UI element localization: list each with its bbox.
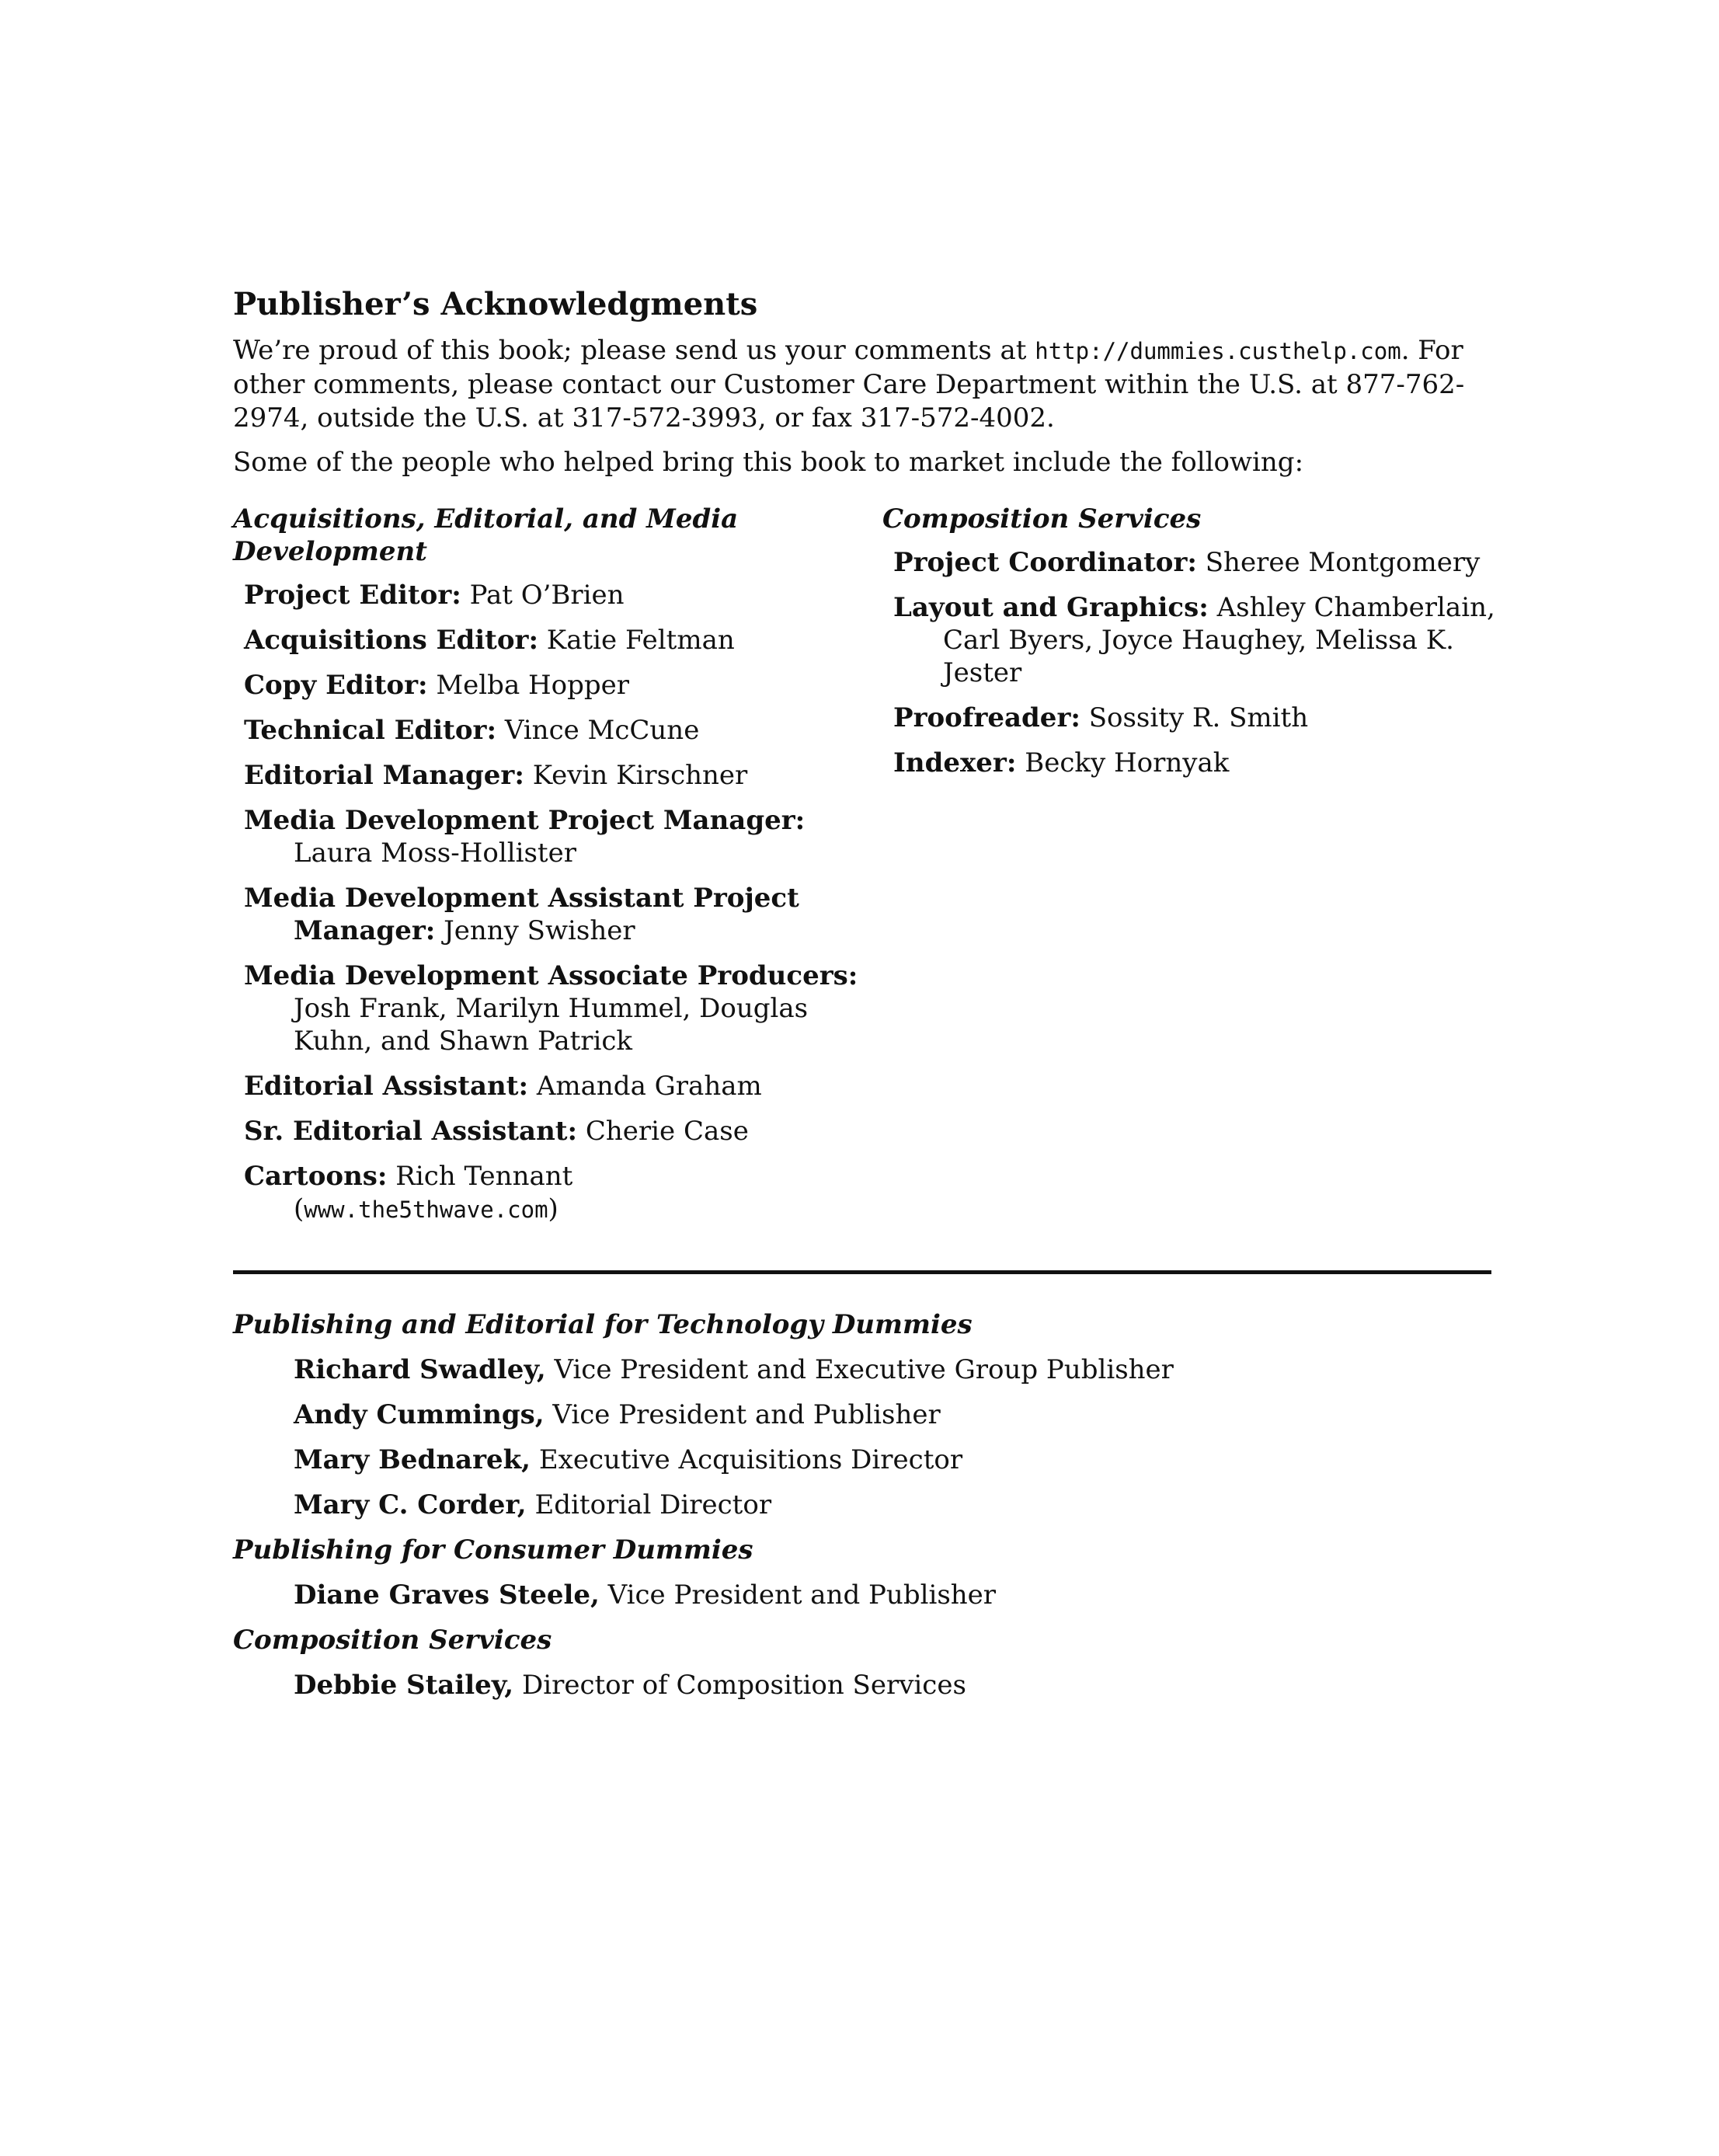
credit-role: Editorial Manager: (244, 760, 524, 791)
intro-text-start: We’re proud of this book; please send us your comments at (233, 335, 1035, 366)
credit-role: Project Coordinator: (893, 547, 1197, 578)
cartoon-site-link[interactable]: www.the5thwave.com (304, 1196, 548, 1223)
credit-name: Rich Tennant (387, 1161, 573, 1192)
person-title: Editorial Director (526, 1489, 772, 1520)
credit-role: Media Development Associate Producers: (244, 960, 858, 991)
person-name: Mary C. Corder, (294, 1489, 527, 1520)
credit-name: Amanda Graham (528, 1071, 762, 1102)
credit-role: Technical Editor: (244, 715, 497, 746)
person-name: Andy Cummings, (294, 1399, 545, 1430)
person-title: Vice President and Publisher (544, 1399, 941, 1430)
publisher-entry (294, 1398, 1491, 1431)
credit-name: Ashley Chamberlain, Carl Byers, Joyce Haughey, Melissa K. Jester (943, 592, 1495, 688)
publishing-credits (233, 1308, 1491, 1714)
person-title: Director of Composition Services (513, 1670, 966, 1701)
credit-name: Sheree Montgomery (1196, 547, 1481, 578)
credit-entry (244, 1115, 870, 1148)
credit-entry (244, 759, 870, 792)
credit-entry (893, 546, 1496, 579)
cartoon-url-open: ( (294, 1193, 304, 1224)
acquisitions-heading: Acquisitions, Editorial, and Media Development (233, 503, 739, 567)
credit-role: Layout and Graphics: (893, 592, 1209, 623)
intro-text-end: . For other comments, please contact our Customer Care Department within the U.S. at 877-762-2974, outside the U.S. at 317-572-3993, or fax 317-572-4002. (233, 335, 1465, 434)
credits-columns (233, 503, 1495, 1241)
credit-name: Becky Hornyak (1016, 747, 1230, 778)
credit-entry (244, 1070, 870, 1102)
credit-name: Pat O’Brien (461, 580, 625, 611)
left-credits-column (233, 503, 870, 1238)
credit-entry (893, 747, 1496, 779)
credit-entry (244, 579, 870, 611)
publisher-entry (294, 1444, 1491, 1476)
cartoon-url-close: ) (548, 1193, 559, 1224)
intro-paragraph (233, 334, 1491, 435)
credit-role: Indexer: (893, 747, 1017, 778)
publisher-entry (294, 1669, 1491, 1701)
person-name: Diane Graves Steele, (294, 1580, 600, 1611)
person-title: Vice President and Publisher (599, 1580, 997, 1611)
credit-entry (244, 624, 870, 657)
consumer-publishing-heading: Publishing for Consumer Dummies (233, 1534, 753, 1566)
person-title: Vice President and Executive Group Publisher (545, 1354, 1174, 1385)
credit-entry (244, 714, 870, 747)
comments-url-link[interactable]: http://dummies.custhelp.com (1035, 338, 1401, 364)
credit-role: Cartoons: (244, 1161, 388, 1192)
section-divider (233, 1270, 1491, 1274)
technology-publishing-heading: Publishing and Editorial for Technology Dummies (233, 1309, 973, 1340)
person-name: Mary Bednarek, (294, 1444, 531, 1475)
credit-role: Acquisitions Editor: (244, 625, 538, 656)
credit-entry (244, 960, 870, 1057)
publisher-entry (294, 1489, 1491, 1521)
credit-name: Laura Moss-Hollister (294, 838, 576, 869)
credit-entry (893, 702, 1496, 734)
page-title: Publisher’s Acknowledgments (233, 286, 758, 322)
credit-entry (893, 591, 1496, 689)
acknowledgments-page (233, 286, 1495, 1241)
right-credits-column (882, 503, 1496, 792)
person-title: Executive Acquisitions Director (531, 1444, 963, 1475)
credit-entry-cartoons (244, 1160, 870, 1226)
intro-subtext: Some of the people who helped bring this book to market include the following: (233, 447, 1304, 478)
credit-name: Vince McCune (496, 715, 700, 746)
credit-name: Kevin Kirschner (524, 760, 748, 791)
credit-role: Project Editor: (244, 580, 461, 611)
credit-role: Media Development Assistant Project Manager: (244, 883, 799, 946)
credit-name: Jenny Swisher (435, 915, 635, 946)
credit-name: Katie Feltman (538, 625, 735, 656)
credit-role: Sr. Editorial Assistant: (244, 1116, 578, 1147)
composition-services-heading: Composition Services (233, 1625, 552, 1656)
credit-name: Melba Hopper (427, 670, 630, 701)
credit-entry (244, 882, 870, 947)
person-name: Richard Swadley, (294, 1354, 546, 1385)
credit-name: Sossity R. Smith (1080, 702, 1309, 733)
credit-role: Copy Editor: (244, 670, 428, 701)
credit-role: Editorial Assistant: (244, 1071, 529, 1102)
credit-role: Media Development Project Manager: (244, 805, 806, 836)
composition-heading: Composition Services (882, 503, 1202, 535)
credit-name: Cherie Case (577, 1116, 749, 1147)
credit-entry (244, 804, 870, 869)
person-name: Debbie Stailey, (294, 1670, 514, 1701)
publisher-entry (294, 1579, 1491, 1611)
publisher-entry (294, 1353, 1491, 1386)
credit-role: Proofreader: (893, 702, 1080, 733)
credit-name: Josh Frank, Marilyn Hummel, Douglas Kuhn, and Shawn Patrick (294, 993, 809, 1057)
credit-entry (244, 669, 870, 702)
